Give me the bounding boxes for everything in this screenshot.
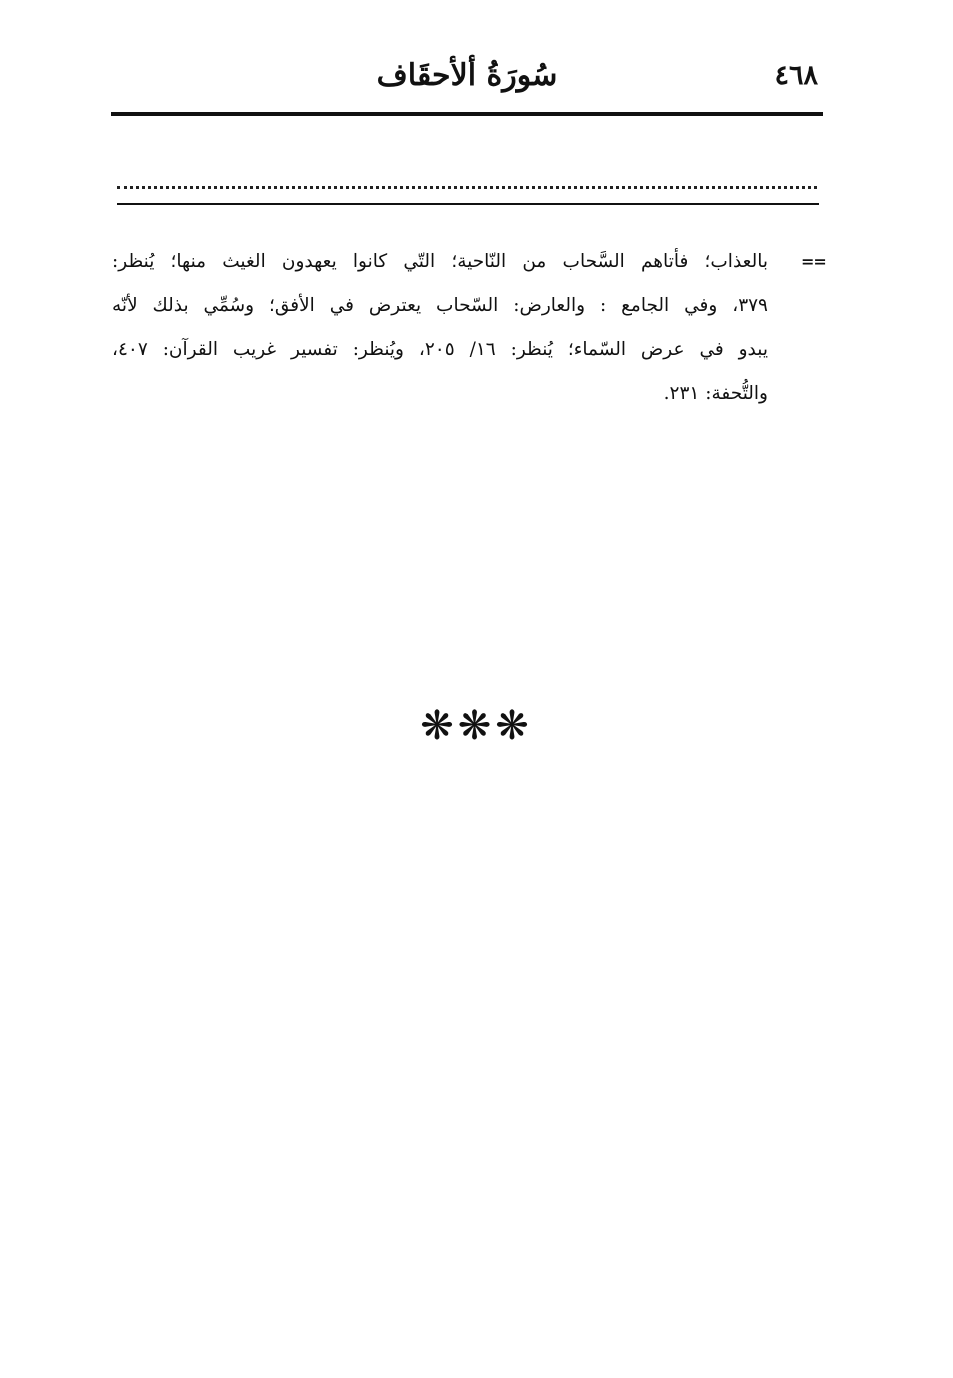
footnote-continuation-mark: == (801, 252, 826, 271)
footnote-separator-rule (117, 203, 819, 205)
footnote-line-3: يبدو في عرض السّماء؛ يُنظر: ١٦/ ٢٠٥، ويُنظر: تفسير غريب القرآن: ٤٠٧، (112, 339, 768, 360)
dotted-separator (117, 186, 817, 189)
header-rule (111, 112, 823, 116)
page-header (110, 58, 824, 102)
footnote-line-1: بالعذاب؛ فأتاهم السَّحاب من النّاحية؛ التّي كانوا يعهدون الغيث منها؛ يُنظر: (112, 251, 768, 272)
footnote-text (112, 240, 768, 420)
footnote-line-2: ٣٧٩، وفي الجامع : والعارض: السّحاب يعترض في الأفق؛ وسُمِّي بذلك لأنّه (112, 295, 768, 316)
surah-title: سُورَةُ ألأحقَاف (376, 58, 558, 93)
page-number: ٤٦٨ (774, 60, 818, 91)
section-end-ornament: ❋❋❋ (420, 703, 533, 749)
footnote-line-4: والتُّحفة: ٢٣١. (663, 383, 768, 404)
